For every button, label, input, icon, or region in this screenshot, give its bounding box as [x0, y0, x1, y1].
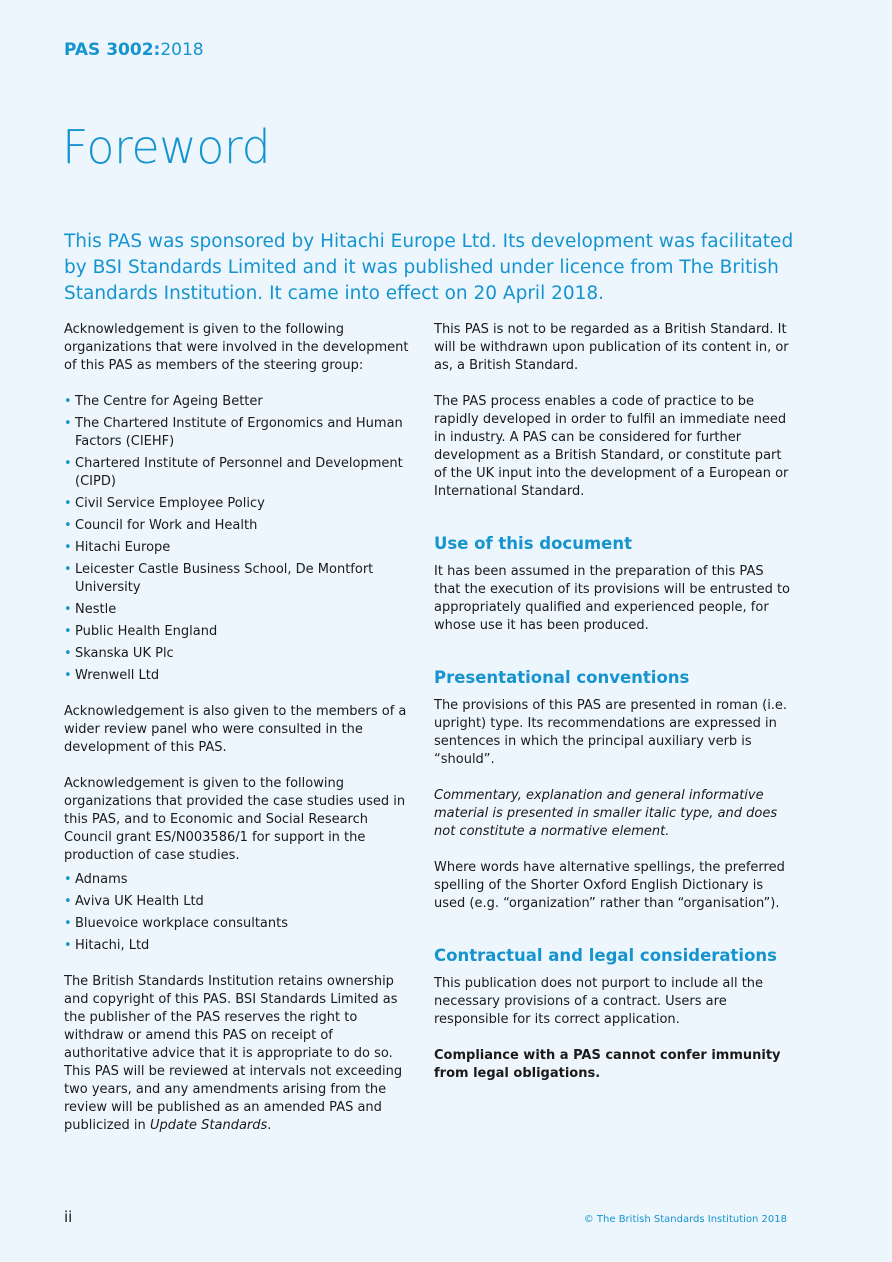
case-studies-list	[64, 871, 412, 955]
list-item: • Chartered Institute of Personnel and Development (CIPD)	[64, 455, 412, 491]
conventions-paragraph-3: Where words have alternative spellings, the preferred spelling of the Shorter Oxford English Dictionary is used (e.g. “organization” rather than “organisation”).	[434, 860, 785, 911]
list-item: • The Chartered Institute of Ergonomics and Human Factors (CIEHF)	[64, 415, 412, 451]
use-of-document-heading: Use of this document	[434, 534, 632, 553]
conventions-paragraph-1: The provisions of this PAS are presented in roman (i.e. upright) type. Its recommendations are expressed in sentences in which the principal auxiliary verb is “should”.	[434, 698, 788, 767]
contractual-paragraph: This publication does not purport to include all the necessary provisions of a contract. Users are responsible for its correct application.	[434, 976, 764, 1027]
not-british-standard-paragraph: This PAS is not to be regarded as a British Standard. It will be withdrawn upon publication of its content in, or as, a British Standard.	[434, 322, 789, 373]
footer-copyright: © The British Standards Institution 2018	[583, 1214, 787, 1225]
copyright-paragraph-text: The British Standards Institution retains ownership and copyright of this PAS. BSI Standards Limited as the publisher of the PAS reserves the right to withdraw or amend this PAS on receipt of authoritative advice that it is appropriate to do so. This PAS will be reviewed at intervals not exceeding two years, and any amendments arising from the review will be published as an amended PAS and publicized in	[64, 974, 403, 1133]
list-item: • Leicester Castle Business School, De Montfort University	[64, 561, 412, 597]
list-item: • Skanska UK Plc	[64, 645, 412, 663]
document-code	[64, 40, 204, 60]
compliance-paragraph: Compliance with a PAS cannot confer immunity from legal obligations.	[434, 1048, 781, 1081]
use-of-document-paragraph: It has been assumed in the preparation of this PAS that the execution of its provisions will be entrusted to appropriately qualified and experienced people, for whose use it has been produced.	[434, 564, 791, 633]
contractual-legal-heading: Contractual and legal considerations	[434, 946, 777, 965]
steering-group-list	[64, 393, 412, 685]
intro-paragraph: This PAS was sponsored by Hitachi Europe Ltd. Its development was facilitated by BSI Standards Limited and it was published under licence from The British Standards Institution. It came into effect on 20 April 2018.	[64, 231, 794, 304]
presentational-conventions-heading: Presentational conventions	[434, 668, 690, 687]
case-studies-intro: Acknowledgement is given to the following organizations that provided the case studies used in this PAS, and to Economic and Social Research Council grant ES/N003586/1 for support in the production of case studies.	[64, 776, 406, 863]
left-column	[64, 321, 412, 1153]
list-item: • Hitachi, Ltd	[64, 937, 412, 955]
page-title: Foreword	[62, 120, 271, 174]
list-item: • Hitachi Europe	[64, 539, 412, 557]
list-item: • Nestle	[64, 601, 412, 619]
list-item: • Bluevoice workplace consultants	[64, 915, 412, 933]
list-item: • Civil Service Employee Policy	[64, 495, 412, 513]
page-number: ii	[64, 1208, 73, 1226]
list-item: • Aviva UK Health Ltd	[64, 893, 412, 911]
list-item: • Adnams	[64, 871, 412, 889]
review-panel-paragraph: Acknowledgement is also given to the members of a wider review panel who were consulted in the development of this PAS.	[64, 704, 407, 755]
steering-group-intro: Acknowledgement is given to the following organizations that were involved in the development of this PAS as members of the steering group:	[64, 322, 409, 373]
list-item: • The Centre for Ageing Better	[64, 393, 412, 411]
copyright-paragraph-end: .	[267, 1118, 272, 1133]
pas-code: PAS 3002:	[64, 40, 161, 60]
right-column	[434, 321, 794, 1101]
conventions-paragraph-2: Commentary, explanation and general informative material is presented in smaller italic type, and does not constitute a normative element.	[434, 788, 778, 839]
copyright-paragraph	[64, 973, 412, 1135]
list-item: • Public Health England	[64, 623, 412, 641]
list-item: • Wrenwell Ltd	[64, 667, 412, 685]
list-item: • Council for Work and Health	[64, 517, 412, 535]
pas-process-paragraph: The PAS process enables a code of practice to be rapidly developed in order to fulfil an immediate need in industry. A PAS can be considered for further development as a British Standard, or constitute part of the UK input into the development of a European or International Standard.	[434, 394, 789, 499]
pas-year: 2018	[160, 40, 204, 60]
update-standards-title: Update Standards	[149, 1118, 268, 1133]
